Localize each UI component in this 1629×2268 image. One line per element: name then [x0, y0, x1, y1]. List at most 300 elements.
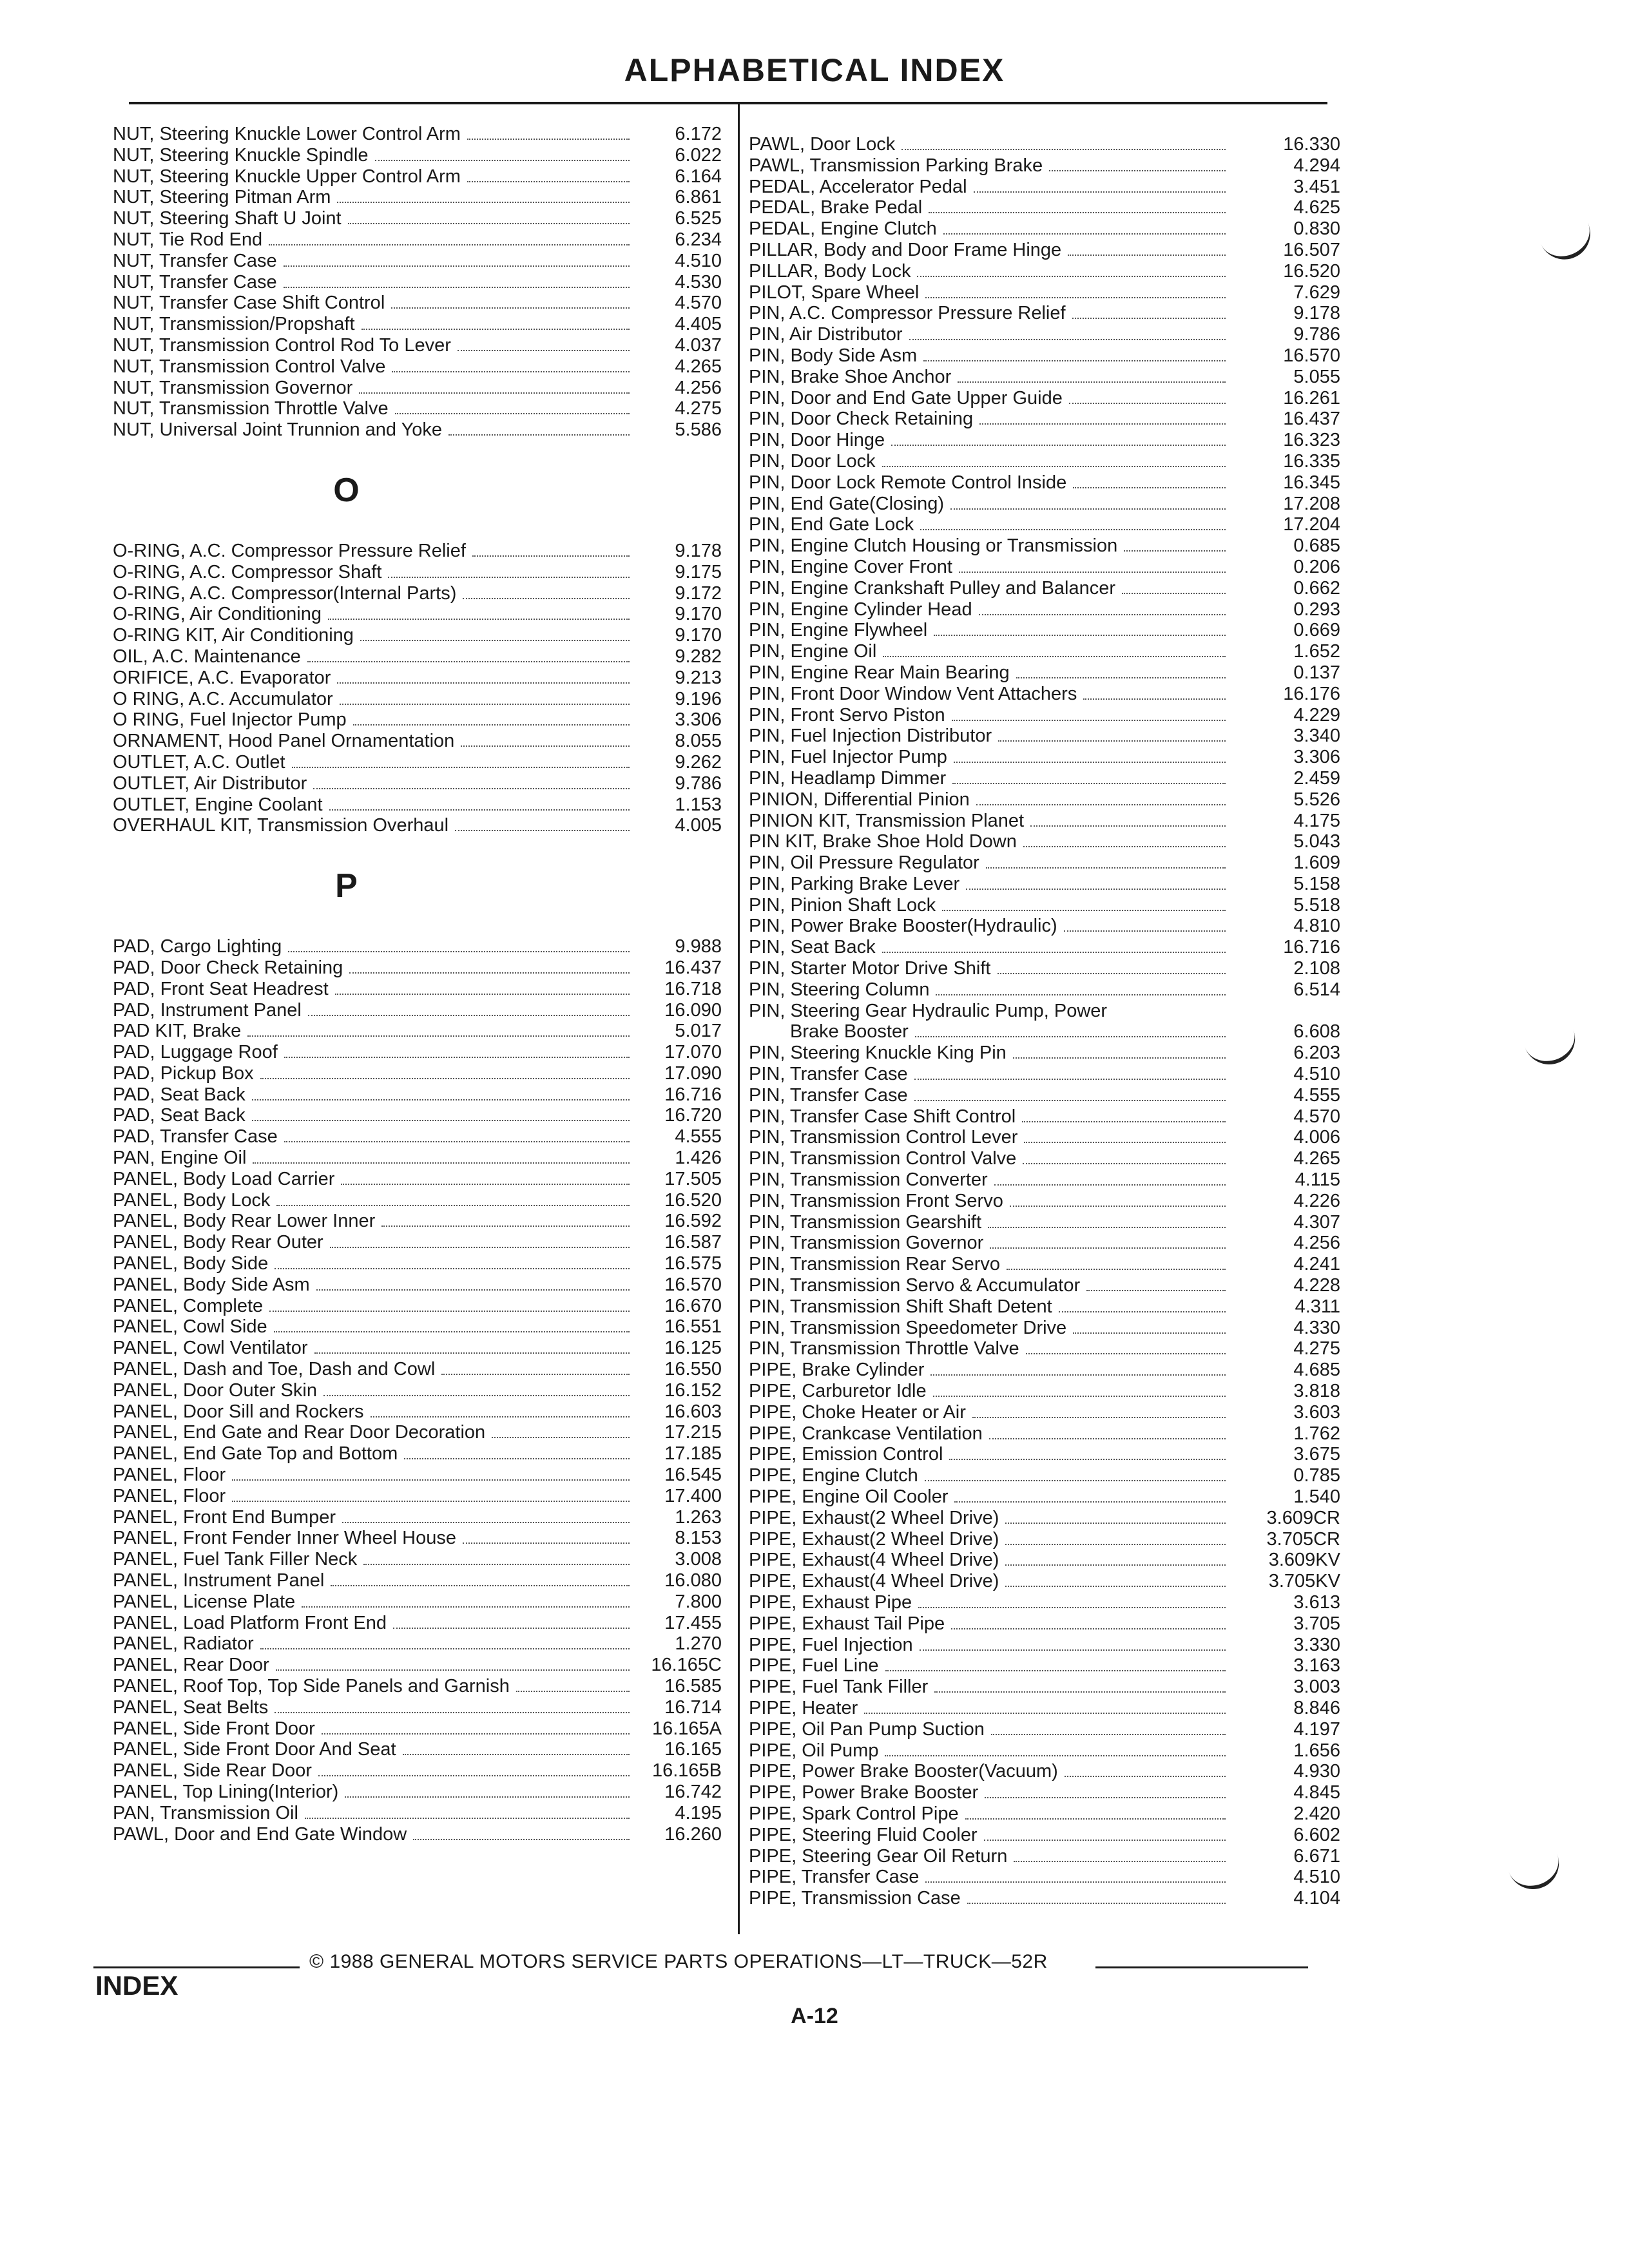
- entry-page-number: 4.195: [675, 1802, 722, 1823]
- index-entry: [728, 1254, 1340, 1275]
- index-entry: [113, 1021, 722, 1042]
- page-title: ALPHABETICAL INDEX: [624, 52, 1005, 88]
- dot-leader: [463, 1542, 630, 1544]
- entry-label: O-RING, A.C. Compressor Pressure Relief: [113, 540, 466, 561]
- dot-leader: [934, 635, 1226, 636]
- entry-label: O RING, Fuel Injector Pump: [113, 709, 347, 731]
- entry-label: PIN, Fuel Injector Pump: [749, 747, 947, 768]
- dot-leader: [1026, 1353, 1226, 1354]
- dot-leader: [901, 149, 1226, 150]
- entry-page-number: 9.172: [675, 582, 722, 604]
- index-entry-name: [113, 1042, 635, 1063]
- index-entry-name: [113, 398, 635, 419]
- index-entry: [113, 1296, 722, 1317]
- index-entry-name: [113, 1697, 635, 1718]
- dot-leader: [516, 1691, 630, 1692]
- entry-page-number: 4.555: [1293, 1084, 1340, 1106]
- index-entry: [728, 1318, 1340, 1339]
- entry-page-number: 17.208: [1283, 493, 1340, 514]
- dot-leader: [492, 1437, 630, 1438]
- index-entry: [113, 1253, 722, 1274]
- entry-page-number: 16.520: [1283, 260, 1340, 282]
- index-entry: [728, 811, 1340, 832]
- entry-page-number: 6.671: [1293, 1845, 1340, 1867]
- entry-page-number: 16.507: [1283, 239, 1340, 260]
- index-entry-name: [728, 1275, 1231, 1296]
- entry-label: PIN, Body Side Asm: [749, 345, 918, 366]
- index-entry: [728, 684, 1340, 705]
- dot-leader: [1083, 698, 1226, 700]
- dot-leader: [284, 265, 630, 267]
- dot-leader: [305, 1818, 630, 1819]
- index-entry: [728, 1825, 1340, 1846]
- index-entry-name: [728, 641, 1231, 662]
- index-entry: [113, 1507, 722, 1528]
- index-entry: [113, 1824, 722, 1845]
- dot-leader: [276, 1205, 630, 1206]
- index-entry-name: [728, 578, 1231, 599]
- index-entry-name: [728, 451, 1231, 472]
- entry-page-number: 16.592: [664, 1211, 722, 1232]
- index-entry: [113, 773, 722, 794]
- index-entry-name: [728, 662, 1231, 684]
- dot-leader: [308, 1015, 630, 1016]
- index-group-p: [113, 936, 722, 1845]
- entry-page-number: 2.420: [1293, 1803, 1340, 1824]
- entry-page-number: 16.152: [664, 1379, 722, 1401]
- entry-label: PANEL, Body Rear Outer: [113, 1232, 323, 1253]
- entry-label: PIN, End Gate Lock: [749, 514, 914, 535]
- entry-label: PIN, Transmission Servo & Accumulator: [749, 1275, 1081, 1296]
- index-entry: [113, 646, 722, 668]
- index-entry-name: [113, 1359, 635, 1380]
- entry-label: PIN, Door Lock: [749, 450, 876, 472]
- dot-leader: [335, 994, 630, 995]
- index-entry-name: [728, 1529, 1231, 1550]
- entry-label: PEDAL, Engine Clutch: [749, 218, 937, 240]
- index-entry-name: [728, 831, 1231, 852]
- entry-page-number: 16.720: [664, 1105, 722, 1126]
- entry-page-number: 4.256: [1293, 1233, 1340, 1254]
- index-entry-name: [728, 874, 1231, 895]
- entry-page-number: 16.165A: [651, 1718, 722, 1739]
- entry-label: O-RING, A.C. Compressor(Internal Parts): [113, 582, 457, 604]
- entry-label: PAD, Transfer Case: [113, 1126, 278, 1148]
- index-entry: [113, 1042, 722, 1063]
- entry-label: PANEL, Top Lining(Interior): [113, 1781, 339, 1802]
- entry-page-number: 1.652: [1293, 641, 1340, 662]
- index-entry: [113, 709, 722, 731]
- entry-label: NUT, Transmission Control Valve: [113, 356, 386, 377]
- dot-leader: [949, 1459, 1226, 1460]
- entry-label: Brake Booster: [790, 1021, 909, 1043]
- index-entry: [113, 1105, 722, 1126]
- index-entry-name: [728, 937, 1231, 958]
- entry-page-number: 16.323: [1283, 430, 1340, 451]
- entry-page-number: 4.228: [1293, 1275, 1340, 1296]
- dot-leader: [395, 413, 630, 414]
- entry-page-number: 4.197: [1293, 1718, 1340, 1740]
- index-entry: [113, 1528, 722, 1549]
- index-entry-name: [113, 1169, 635, 1190]
- index-entry-name: [113, 936, 635, 957]
- entry-page-number: 4.930: [1293, 1761, 1340, 1782]
- entry-page-number: 16.603: [664, 1401, 722, 1422]
- entry-page-number: 4.037: [675, 334, 722, 356]
- entry-page-number: 16.545: [664, 1465, 722, 1486]
- index-entry-name: [728, 1867, 1231, 1888]
- index-entry-name: [728, 916, 1231, 937]
- dot-leader: [323, 1395, 630, 1396]
- dot-leader: [1122, 593, 1226, 594]
- dot-leader: [1005, 1564, 1226, 1566]
- entry-page-number: 0.662: [1293, 577, 1340, 599]
- index-entry: [728, 747, 1340, 768]
- entry-label: PIPE, Exhaust(4 Wheel Drive): [749, 1550, 999, 1571]
- index-entry: [728, 1127, 1340, 1148]
- entry-page-number: 16.716: [664, 1084, 722, 1105]
- index-entry-name: [113, 979, 635, 1000]
- entry-page-number: 9.170: [675, 604, 722, 625]
- index-entry: [113, 272, 722, 293]
- entry-label: PANEL, Cowl Side: [113, 1316, 267, 1338]
- index-entry: [728, 408, 1340, 430]
- index-entry-name: [728, 535, 1231, 557]
- dot-leader: [292, 767, 630, 768]
- index-entry: [728, 1465, 1340, 1486]
- entry-page-number: 1.263: [675, 1506, 722, 1528]
- entry-page-number: 4.570: [1293, 1106, 1340, 1127]
- entry-label: PIN, Door Check Retaining: [749, 408, 974, 430]
- index-entry-name: [728, 345, 1231, 367]
- dot-leader: [275, 1712, 630, 1713]
- entry-page-number: 17.400: [664, 1485, 722, 1506]
- index-entry: [728, 789, 1340, 811]
- index-entry: [728, 1592, 1340, 1613]
- entry-label: NUT, Transmission/Propshaft: [113, 314, 355, 335]
- dot-leader: [276, 1669, 630, 1671]
- entry-page-number: 16.550: [664, 1359, 722, 1380]
- index-entry: [728, 620, 1340, 641]
- entry-page-number: 9.170: [675, 625, 722, 646]
- dot-leader: [936, 994, 1226, 995]
- entry-page-number: 3.008: [675, 1549, 722, 1570]
- dot-leader: [371, 1416, 630, 1418]
- dot-leader: [337, 682, 630, 684]
- entry-label: PIN, Engine Rear Main Bearing: [749, 662, 1010, 683]
- entry-label: OIL, A.C. Maintenance: [113, 646, 301, 667]
- dot-leader: [284, 1057, 630, 1058]
- entry-label: PANEL, Radiator: [113, 1633, 254, 1655]
- entry-page-number: 0.206: [1293, 556, 1340, 577]
- dot-leader: [990, 1247, 1226, 1249]
- entry-label: PIPE, Brake Cylinder: [749, 1360, 925, 1381]
- index-entry: [113, 1570, 722, 1591]
- dot-leader: [942, 910, 1226, 911]
- index-entry-name: [113, 1253, 635, 1274]
- dot-leader: [288, 951, 630, 952]
- dot-leader: [472, 555, 630, 557]
- entry-label: PANEL, Body Lock: [113, 1189, 271, 1211]
- index-entry-name: [728, 1571, 1231, 1592]
- entry-label: PIPE, Oil Pump: [749, 1740, 879, 1761]
- index-entry-name: [113, 1190, 635, 1211]
- entry-label: PAD, Seat Back: [113, 1084, 246, 1105]
- entry-page-number: 4.510: [1293, 1064, 1340, 1085]
- index-entry: [728, 726, 1340, 747]
- entry-page-number: 6.203: [1293, 1043, 1340, 1064]
- index-entry-name: [113, 773, 635, 794]
- entry-page-number: 4.625: [1293, 197, 1340, 218]
- entry-page-number: 4.115: [1295, 1169, 1340, 1191]
- entry-label: PIPE, Power Brake Booster: [749, 1782, 979, 1803]
- entry-page-number: 3.003: [1293, 1677, 1340, 1698]
- index-entry-name: [728, 1888, 1231, 1909]
- entry-page-number: 9.178: [675, 540, 722, 561]
- entry-page-number: 4.006: [1293, 1127, 1340, 1148]
- entry-page-number: 9.175: [675, 561, 722, 582]
- entry-page-number: 7.629: [1293, 282, 1340, 303]
- index-entry-name: [113, 1443, 635, 1465]
- index-entry: [113, 1676, 722, 1697]
- dot-leader: [404, 1458, 630, 1459]
- index-entry: [728, 1782, 1340, 1803]
- entry-page-number: 5.055: [1293, 366, 1340, 387]
- entry-label: PIN, Steering Gear Hydraulic Pump, Power: [749, 1000, 1108, 1021]
- index-entry-name: [728, 1782, 1231, 1803]
- entry-page-number: 6.164: [675, 166, 722, 187]
- entry-page-number: 16.551: [664, 1316, 722, 1338]
- entry-label: PIN, Oil Pressure Regulator: [749, 852, 979, 874]
- entry-page-number: 1.270: [675, 1633, 722, 1655]
- index-entry-name: [728, 1148, 1231, 1169]
- entry-page-number: 17.070: [664, 1042, 722, 1063]
- index-entry: [728, 557, 1340, 578]
- index-entry-name: [113, 957, 635, 979]
- entry-label: NUT, Steering Shaft U Joint: [113, 208, 342, 229]
- entry-label: PANEL, End Gate Top and Bottom: [113, 1443, 398, 1465]
- dot-leader: [1069, 403, 1226, 404]
- entry-label: PAWL, Door Lock: [749, 134, 896, 155]
- index-entry-name: [113, 1000, 635, 1021]
- dot-leader: [864, 1713, 1226, 1714]
- dot-leader: [1023, 846, 1226, 847]
- entry-label: NUT, Universal Joint Trunnion and Yoke: [113, 419, 443, 441]
- entry-page-number: 4.275: [675, 398, 722, 419]
- entry-label: PIN, Headlamp Dimmer: [749, 767, 947, 789]
- index-entry: [728, 1846, 1340, 1867]
- entry-page-number: 17.215: [664, 1422, 722, 1443]
- entry-page-number: 5.518: [1293, 894, 1340, 916]
- entry-label: OUTLET, A.C. Outlet: [113, 751, 285, 773]
- index-entry: [113, 1084, 722, 1106]
- entry-label: PIN, Engine Oil: [749, 641, 877, 662]
- index-entry-name: [113, 583, 635, 604]
- index-entry: [728, 388, 1340, 409]
- dot-leader: [360, 640, 630, 641]
- index-entry-name: [728, 958, 1231, 979]
- index-entry-name: [113, 1824, 635, 1845]
- entry-label: PIN, Engine Cylinder Head: [749, 599, 972, 620]
- index-entry: [113, 689, 722, 710]
- index-entry-name: [728, 1655, 1231, 1677]
- entry-page-number: 16.345: [1283, 472, 1340, 493]
- index-entry: [113, 1148, 722, 1169]
- index-entry-name: [728, 1825, 1231, 1846]
- index-entry: [728, 1867, 1340, 1888]
- scan-mark: [1508, 1851, 1566, 1897]
- dot-leader: [388, 577, 630, 578]
- dot-leader: [1073, 1332, 1226, 1334]
- index-entry: [728, 1001, 1340, 1022]
- index-entry: [113, 419, 722, 441]
- entry-label: PANEL, Body Load Carrier: [113, 1168, 335, 1189]
- index-entry: [113, 979, 722, 1000]
- index-entry-name: [113, 419, 635, 441]
- entry-label: NUT, Transfer Case: [113, 250, 277, 271]
- entry-page-number: 1.540: [1293, 1486, 1340, 1507]
- index-entry-name: [113, 731, 635, 752]
- index-entry: [728, 831, 1340, 852]
- index-entry: [728, 430, 1340, 451]
- index-entry: [113, 1782, 722, 1803]
- entry-page-number: 9.988: [675, 936, 722, 957]
- index-entry-name: [113, 689, 635, 710]
- index-entry: [728, 240, 1340, 261]
- entry-label: PIPE, Exhaust(2 Wheel Drive): [749, 1528, 999, 1550]
- index-entry: [113, 398, 722, 419]
- entry-label: PIN, Front Servo Piston: [749, 704, 945, 726]
- index-entry: [728, 1402, 1340, 1423]
- dot-leader: [920, 529, 1226, 530]
- dot-leader: [925, 1480, 1226, 1481]
- index-entry-name: [728, 1043, 1231, 1064]
- dot-leader: [882, 952, 1226, 953]
- dot-leader: [247, 1035, 630, 1037]
- index-entry: [113, 1063, 722, 1084]
- entry-label: PIPE, Emission Control: [749, 1444, 943, 1465]
- entry-page-number: 4.265: [675, 356, 722, 377]
- entry-page-number: 4.311: [1295, 1296, 1340, 1317]
- index-entry-name: [113, 335, 635, 356]
- dot-leader: [284, 287, 630, 288]
- index-entry-name: [113, 752, 635, 773]
- entry-label: PIN, Transmission Gearshift: [749, 1211, 981, 1233]
- entry-label: PIN, Parking Brake Lever: [749, 873, 960, 894]
- dot-leader: [275, 1268, 630, 1269]
- index-entry: [728, 1761, 1340, 1782]
- index-entry-name: [728, 1064, 1231, 1085]
- entry-page-number: 16.330: [1283, 134, 1340, 155]
- index-entry-name: [113, 166, 635, 187]
- entry-page-number: 16.437: [664, 957, 722, 978]
- entry-label: PIPE, Steering Fluid Cooler: [749, 1824, 978, 1845]
- index-entry: [728, 874, 1340, 895]
- entry-label: PILLAR, Body Lock: [749, 260, 911, 282]
- entry-label: PANEL, Floor: [113, 1465, 226, 1486]
- entry-label: PIPE, Fuel Line: [749, 1655, 879, 1677]
- index-entry-name: [728, 1233, 1231, 1254]
- entry-label: PIPE, Choke Heater or Air: [749, 1401, 966, 1423]
- index-entry-name: [728, 1465, 1231, 1486]
- index-entry: [113, 251, 722, 272]
- index-entry: [113, 668, 722, 689]
- index-entry-name: [728, 494, 1231, 515]
- dot-leader: [950, 508, 1226, 510]
- index-entry: [728, 218, 1340, 240]
- entry-label: PIPE, Crankcase Ventilation: [749, 1423, 983, 1444]
- index-entry: [113, 936, 722, 957]
- entry-page-number: 9.262: [675, 751, 722, 773]
- entry-label: PANEL, Door Sill and Rockers: [113, 1401, 364, 1422]
- dot-leader: [951, 1628, 1226, 1629]
- index-entry: [728, 1212, 1340, 1233]
- index-entry-name: [728, 240, 1231, 261]
- entry-label: PIN, End Gate(Closing): [749, 493, 945, 514]
- dot-leader: [328, 619, 630, 620]
- index-entry-name: [113, 1380, 635, 1401]
- entry-page-number: 6.234: [675, 229, 722, 250]
- index-entry-name: [113, 1316, 635, 1338]
- entry-page-number: 5.158: [1293, 873, 1340, 894]
- index-entry: [113, 356, 722, 378]
- index-entry: [113, 145, 722, 166]
- index-entry-name: [113, 1126, 635, 1148]
- index-entry-name: [728, 1021, 1231, 1043]
- dot-leader: [991, 1734, 1226, 1735]
- index-entry-name: [728, 557, 1231, 578]
- index-entry: [113, 794, 722, 816]
- index-entry: [113, 1422, 722, 1443]
- index-entry: [728, 303, 1340, 324]
- index-entry-name: [728, 1423, 1231, 1445]
- index-entry-name: [113, 541, 635, 562]
- dot-leader: [1005, 1523, 1226, 1524]
- dot-leader: [316, 1289, 630, 1291]
- index-entry-name: [728, 620, 1231, 641]
- index-entry-name: [728, 1296, 1231, 1318]
- index-entry-name: [728, 134, 1231, 155]
- index-entry-name: [728, 1740, 1231, 1762]
- index-entry-name: [728, 1444, 1231, 1465]
- dot-leader: [925, 1881, 1226, 1883]
- entry-page-number: 16.714: [664, 1696, 722, 1718]
- dot-leader: [448, 434, 630, 436]
- entry-page-number: 17.090: [664, 1062, 722, 1084]
- entry-label: PANEL, Body Rear Lower Inner: [113, 1211, 376, 1232]
- index-entry: [113, 1549, 722, 1570]
- index-entry-name: [113, 1655, 635, 1676]
- index-entry: [728, 1338, 1340, 1360]
- index-entry-name: [728, 261, 1231, 282]
- entry-page-number: 8.153: [675, 1528, 722, 1549]
- dot-leader: [952, 783, 1226, 784]
- index-entry-name: [113, 1676, 635, 1697]
- index-entry: [728, 1085, 1340, 1106]
- index-entry: [113, 625, 722, 646]
- entry-page-number: 5.526: [1293, 789, 1340, 810]
- entry-label: ORIFICE, A.C. Evaporator: [113, 667, 331, 688]
- index-entry-name: [728, 1106, 1231, 1128]
- entry-page-number: 4.104: [1293, 1888, 1340, 1909]
- index-entry: [113, 208, 722, 229]
- entry-page-number: 3.705: [1293, 1613, 1340, 1634]
- entry-label: OUTLET, Air Distributor: [113, 773, 307, 794]
- entry-label: NUT, Transfer Case: [113, 271, 277, 293]
- entry-label: PIN, Transmission Governor: [749, 1233, 984, 1254]
- entry-label: PAWL, Door and End Gate Window: [113, 1823, 407, 1845]
- index-entry-name: [113, 251, 635, 272]
